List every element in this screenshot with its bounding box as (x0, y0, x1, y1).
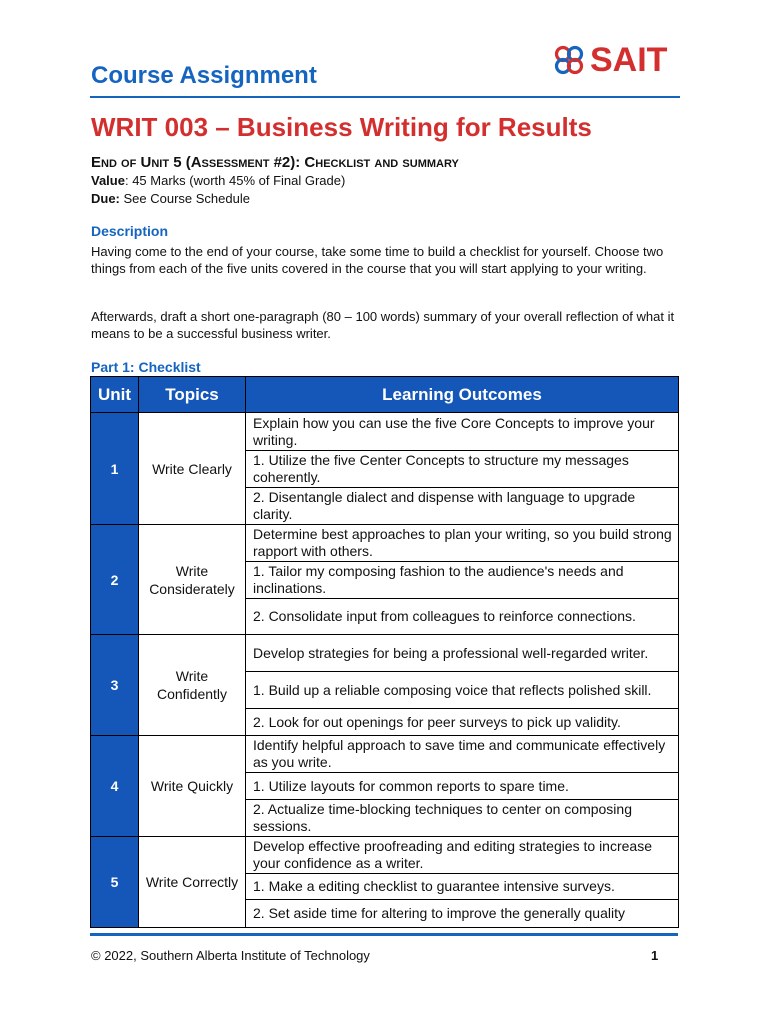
learning-outcome: 1. Tailor my composing fashion to the audience's needs and inclinations. (246, 562, 679, 599)
unit-number: 1 (91, 413, 139, 525)
footer-copyright: © 2022, Southern Alberta Institute of Technology (91, 948, 370, 963)
due-text: See Course Schedule (119, 191, 250, 206)
learning-outcome: 1. Make a editing checklist to guarantee intensive surveys. (246, 874, 679, 900)
unit-number: 4 (91, 736, 139, 837)
course-assignment-heading: Course Assignment (91, 62, 317, 89)
document-title: WRIT 003 – Business Writing for Results (91, 112, 592, 142)
table-row (91, 837, 679, 874)
learning-outcome: Identify helpful approach to save time and communicate effectively as you write. (246, 736, 679, 773)
interlinked-knot-icon (552, 43, 586, 77)
checklist-table (90, 376, 679, 928)
description-paragraph-2: Afterwards, draft a short one-paragraph (80 – 100 words) summary of your overall reflection of what it means to be a successful business writer. (91, 309, 675, 341)
due-line (91, 191, 250, 206)
table-row (91, 635, 679, 672)
learning-outcome: 2. Disentangle dialect and dispense with language to upgrade clarity. (246, 488, 679, 525)
logo-wordmark: SAIT (590, 41, 668, 79)
description-heading: Description (91, 223, 169, 239)
learning-outcome: 1. Utilize the five Center Concepts to structure my messages coherently. (246, 451, 679, 488)
sait-logo (552, 40, 667, 80)
learning-outcome: Develop strategies for being a professional well-regarded writer. (246, 635, 679, 672)
unit-topic: Write Correctly (139, 837, 246, 928)
table-row (91, 413, 679, 451)
learning-outcome: 2. Set aside time for altering to improve the generally quality (246, 900, 679, 928)
header-learning-outcomes: Learning Outcomes (246, 377, 679, 413)
value-label: Value (91, 173, 125, 188)
learning-outcome: 2. Look for out openings for peer surveys to pick up validity. (246, 709, 679, 736)
unit-number: 3 (91, 635, 139, 736)
part1-heading: Part 1: Checklist (91, 359, 201, 375)
page-number: 1 (651, 948, 659, 963)
learning-outcome: 1. Utilize layouts for common reports to spare time. (246, 773, 679, 800)
learning-outcome: 1. Build up a reliable composing voice that reflects polished skill. (246, 672, 679, 709)
due-label: Due: (91, 191, 120, 206)
learning-outcome: 2. Consolidate input from colleagues to reinforce connections. (246, 599, 679, 635)
value-line (91, 173, 345, 188)
header-unit: Unit (91, 377, 139, 413)
document-subtitle: End of Unit 5 (Assessment #2): Checklist and summary (91, 154, 459, 171)
unit-topic: Write Considerately (139, 525, 246, 635)
unit-topic: Write Confidently (139, 635, 246, 736)
table-row (91, 736, 679, 773)
footer-divider (90, 933, 678, 936)
learning-outcome: Explain how you can use the five Core Concepts to improve your writing. (246, 413, 679, 451)
value-text: : 45 Marks (worth 45% of Final Grade) (124, 173, 346, 188)
unit-number: 2 (91, 525, 139, 635)
unit-number: 5 (91, 837, 139, 928)
description-paragraph-1: Having come to the end of your course, take some time to build a checklist for yourself. Choose two things from each of the five units covered in the course that you will start applying to your writing. (91, 244, 664, 276)
header-topics: Topics (139, 377, 246, 413)
header-divider (90, 96, 680, 98)
table-header-row (91, 377, 679, 413)
learning-outcome: Develop effective proofreading and editing strategies to increase your confidence as a writer. (246, 837, 679, 874)
unit-topic: Write Clearly (139, 413, 246, 525)
learning-outcome: Determine best approaches to plan your writing, so you build strong rapport with others. (246, 525, 679, 562)
unit-topic: Write Quickly (139, 736, 246, 837)
table-row (91, 525, 679, 562)
learning-outcome: 2. Actualize time-blocking techniques to center on composing sessions. (246, 800, 679, 837)
